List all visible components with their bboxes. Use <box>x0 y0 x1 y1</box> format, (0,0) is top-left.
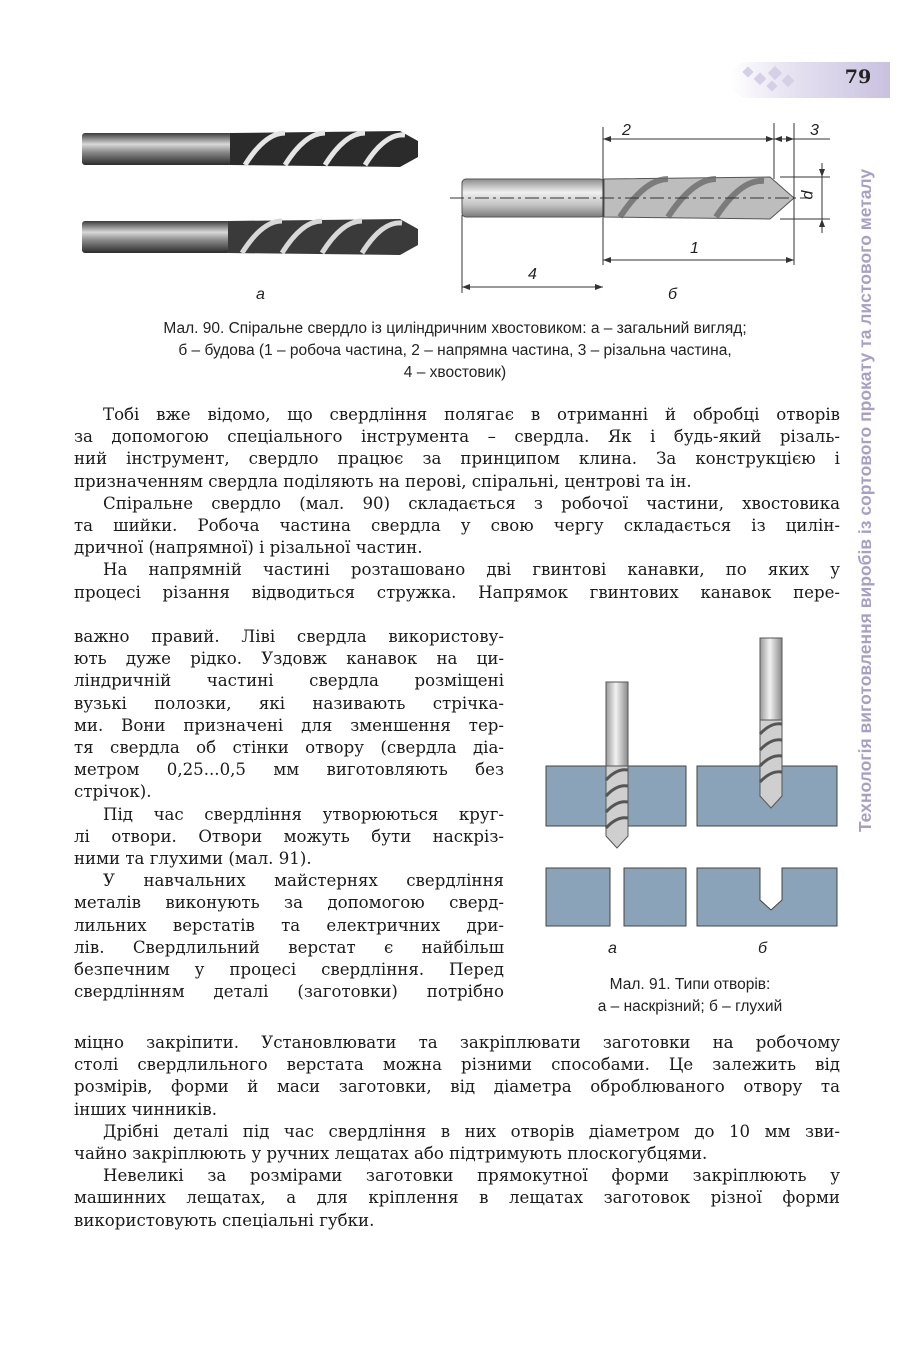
dimension-label-4: 4 <box>528 266 537 283</box>
paragraph-5-rest: міцно закріпити. Установлювати та закріплювати заготовки на робочому столі свердлильного верстата можна різними способами. Це залежить від розмірів, форми й маси заготовки, від діаметра оброблюваного отвору та інших чинників. <box>74 1033 840 1119</box>
drill-photo-bottom <box>82 219 418 255</box>
through-hole-result <box>546 868 686 926</box>
figure-90-caption <box>60 318 850 384</box>
paragraph-3-wrap: важно правий. Ліві свердла використову- ють дуже рідко. Уздовж канавок на ци- ліндричній частині свердла розміщені вузькі полозки, які називають стрічка- ми. Вони призначені для зменшення тер- тя свердла об стінки отвору (свердла діа- метром 0,25...0,5 мм виготовляють без стрічок). <box>74 627 504 802</box>
drill-structure-drawing <box>450 123 830 293</box>
dimension-label-1: 1 <box>690 240 699 257</box>
dimension-label-3: 3 <box>810 122 819 139</box>
through-hole-drilling <box>546 682 686 848</box>
dimension-label-2: 2 <box>622 122 631 139</box>
figure-90-drills <box>70 115 850 310</box>
figure-91-caption <box>530 974 850 1018</box>
dimension-label-d: d <box>799 190 817 200</box>
figure-90-label-a: а <box>256 286 265 303</box>
caption-line: а – наскрізний; б – глухий <box>597 998 783 1015</box>
caption-line: 4 – хвостовик) <box>403 364 507 381</box>
caption-line: Мал. 91. Типи отворів: <box>609 976 771 993</box>
figure-91-label-b: б <box>758 940 767 957</box>
body-text-column <box>74 626 504 1003</box>
paragraph-7: Невеликі за розмірами заготовки прямокутної форми закріплюють у машинних лещатах, а для кріплення в лещатах заготовок різної форми використовують спеціальні губки. <box>74 1166 840 1230</box>
paragraph-4: Під час свердління утворюються круг- лі отвори. Отвори можуть бути наскріз- ними та глухими (мал. 91). <box>74 804 504 869</box>
caption-line: Мал. 90. Спіральне свердло із циліндричним хвостовиком: а – загальний вигляд; <box>163 320 747 337</box>
paragraph-2: Спіральне свердло (мал. 90) складається з робочої частини, хвостовика та шийки. Робоча частина свердла у свою чергу складається із цилін- дричної (напрямної) і різальної частин. <box>74 493 840 558</box>
drill-photo-top <box>82 131 418 167</box>
blind-hole-drilling <box>697 638 837 826</box>
figure-91-holes <box>540 632 840 932</box>
body-text-top <box>74 404 840 604</box>
body-text-bottom <box>74 1032 840 1232</box>
sidebar-title-text: Технологія виготовлення виробів із сортового прокату та листового металу <box>855 168 876 832</box>
figure-90-label-b: б <box>668 286 677 303</box>
page-number: 79 <box>844 66 872 88</box>
paragraph-3-top: На напрямній частині розташовано дві гвинтові канавки, по яких у процесі різання відводиться стружка. Напрямок гвинтових канавок пере- <box>74 560 840 602</box>
figure-91-label-a: а <box>608 940 617 957</box>
paragraph-1: Тобі вже відомо, що свердління полягає в отриманні й обробці отворів за допомогою спеціального інструмента – свердла. Як і будь-який різаль- ний інструмент, свердло працює за принципом клина. За конструкцією і призначенням свердла поділяють на перові, спіральні, центрові та ін. <box>74 405 840 491</box>
blind-hole-result <box>697 868 837 926</box>
paragraph-5-top: У навчальних майстернях свердління металів виконують за допомогою сверд- лильних верстатів та електричних дри- лів. Свердлильний верстат є найбільш безпечним у процесі свердління. Перед свердлінням деталі (заготовки) потрібно <box>74 871 504 1002</box>
sidebar-chapter-title <box>846 120 886 880</box>
caption-line: б – будова (1 – робоча частина, 2 – напрямна частина, 3 – різальна частина, <box>178 342 732 359</box>
paragraph-6: Дрібні деталі під час свердління в них отворів діаметром до 10 мм зви- чайно закріплюють у ручних лещатах або підтримують плоскогубцями. <box>74 1121 840 1164</box>
ornament-icon <box>730 62 810 98</box>
